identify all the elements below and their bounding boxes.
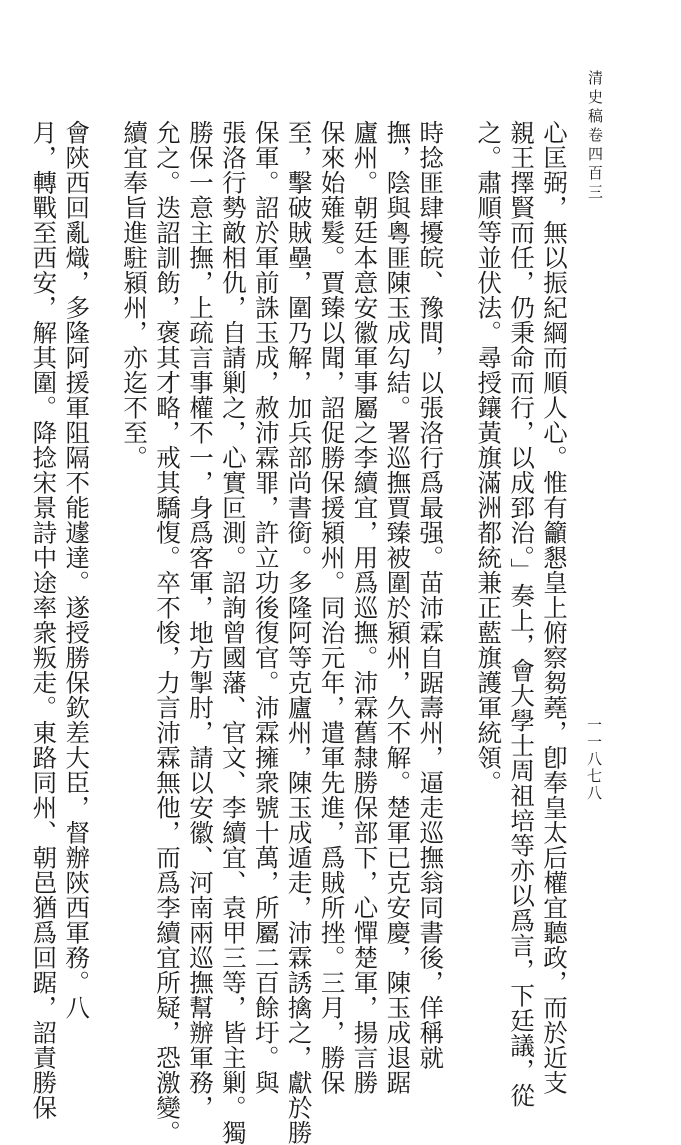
text-column: 月，轉戰至西安，解其圍。降捻宋景詩中途率衆叛走。東路同州、朝邑猶爲回踞，詔責勝保 bbox=[29, 120, 59, 1120]
running-title: 清史稿卷四百三 bbox=[586, 70, 604, 203]
body-text bbox=[26, 120, 570, 1145]
page-number: 一一八七八 bbox=[585, 717, 603, 802]
text-column: 允之。迭詔訓飭，褒其才略，戒其驕愎。卒不悛，力言沛霖無他，而爲李續宜所疑，恐激變。 bbox=[153, 120, 183, 1145]
text-column: 至，擊破賊壘，圍乃解，加兵部尚書銜。多隆阿等克廬州，陳玉成遁走，沛霖誘擒之，獻於勝 bbox=[284, 120, 314, 1145]
text-column: 廬州。朝廷本意安徽軍事屬之李續宜，用爲巡撫。沛霖舊隸勝保部下，心憚楚軍，揚言勝 bbox=[350, 120, 380, 1095]
text-column: 保來始薙髮。賈臻以聞，詔促勝保援潁州。同治元年，遣軍先進，爲賊所挫。三月，勝保 bbox=[317, 120, 347, 1095]
text-column: 張洛行勢敵相仇，自請剿之，心實叵測。詔詢曾國藩、官文、李續宜、袁甲三等，皆主剿。獨 bbox=[218, 120, 248, 1145]
text-column: 續宜奉旨進駐潁州，亦迄不至。 bbox=[120, 120, 150, 470]
text-column: 勝保一意主撫，上疏言事權不一，身爲客軍，地方掣肘，請以安徽、河南兩巡撫幫辦軍務， bbox=[185, 120, 215, 1120]
text-column: 之。肅順等並伏法。尋授鑲黃旗滿洲都統兼正藍旗護軍統領。 bbox=[474, 120, 504, 795]
text-column: 心匡弼，無以振紀綱而順人心。惟有籲懇皇上俯察芻蕘，卽奉皇太后權宜聽政，而於近支 bbox=[540, 120, 569, 1095]
text-column: 撫，陰與粵匪陳玉成勾結。署巡撫賈臻被圍於潁州，久不解。楚軍已克安慶，陳玉成退踞 bbox=[383, 120, 413, 1095]
text-column: 時捻匪肆擾皖、豫間，以張洛行爲最强。苗沛霖自踞壽州，逼走巡撫翁同書後，佯稱就 bbox=[416, 120, 446, 1070]
text-column: 親王擇賢而任，仍秉命而行，以成郅治。」奏上，會大學士周祖培等亦以爲言，下廷議，從 bbox=[507, 120, 537, 1108]
text-column: 會陝西回亂熾，多隆阿援軍阻隔不能遽達。遂授勝保欽差大臣，督辦陝西軍務。八 bbox=[62, 120, 92, 1020]
text-column: 保軍。詔於軍前誅玉成，赦沛霖罪，許立功後復官。沛霖擁衆號十萬，所屬二百餘圩。與 bbox=[251, 120, 281, 1095]
